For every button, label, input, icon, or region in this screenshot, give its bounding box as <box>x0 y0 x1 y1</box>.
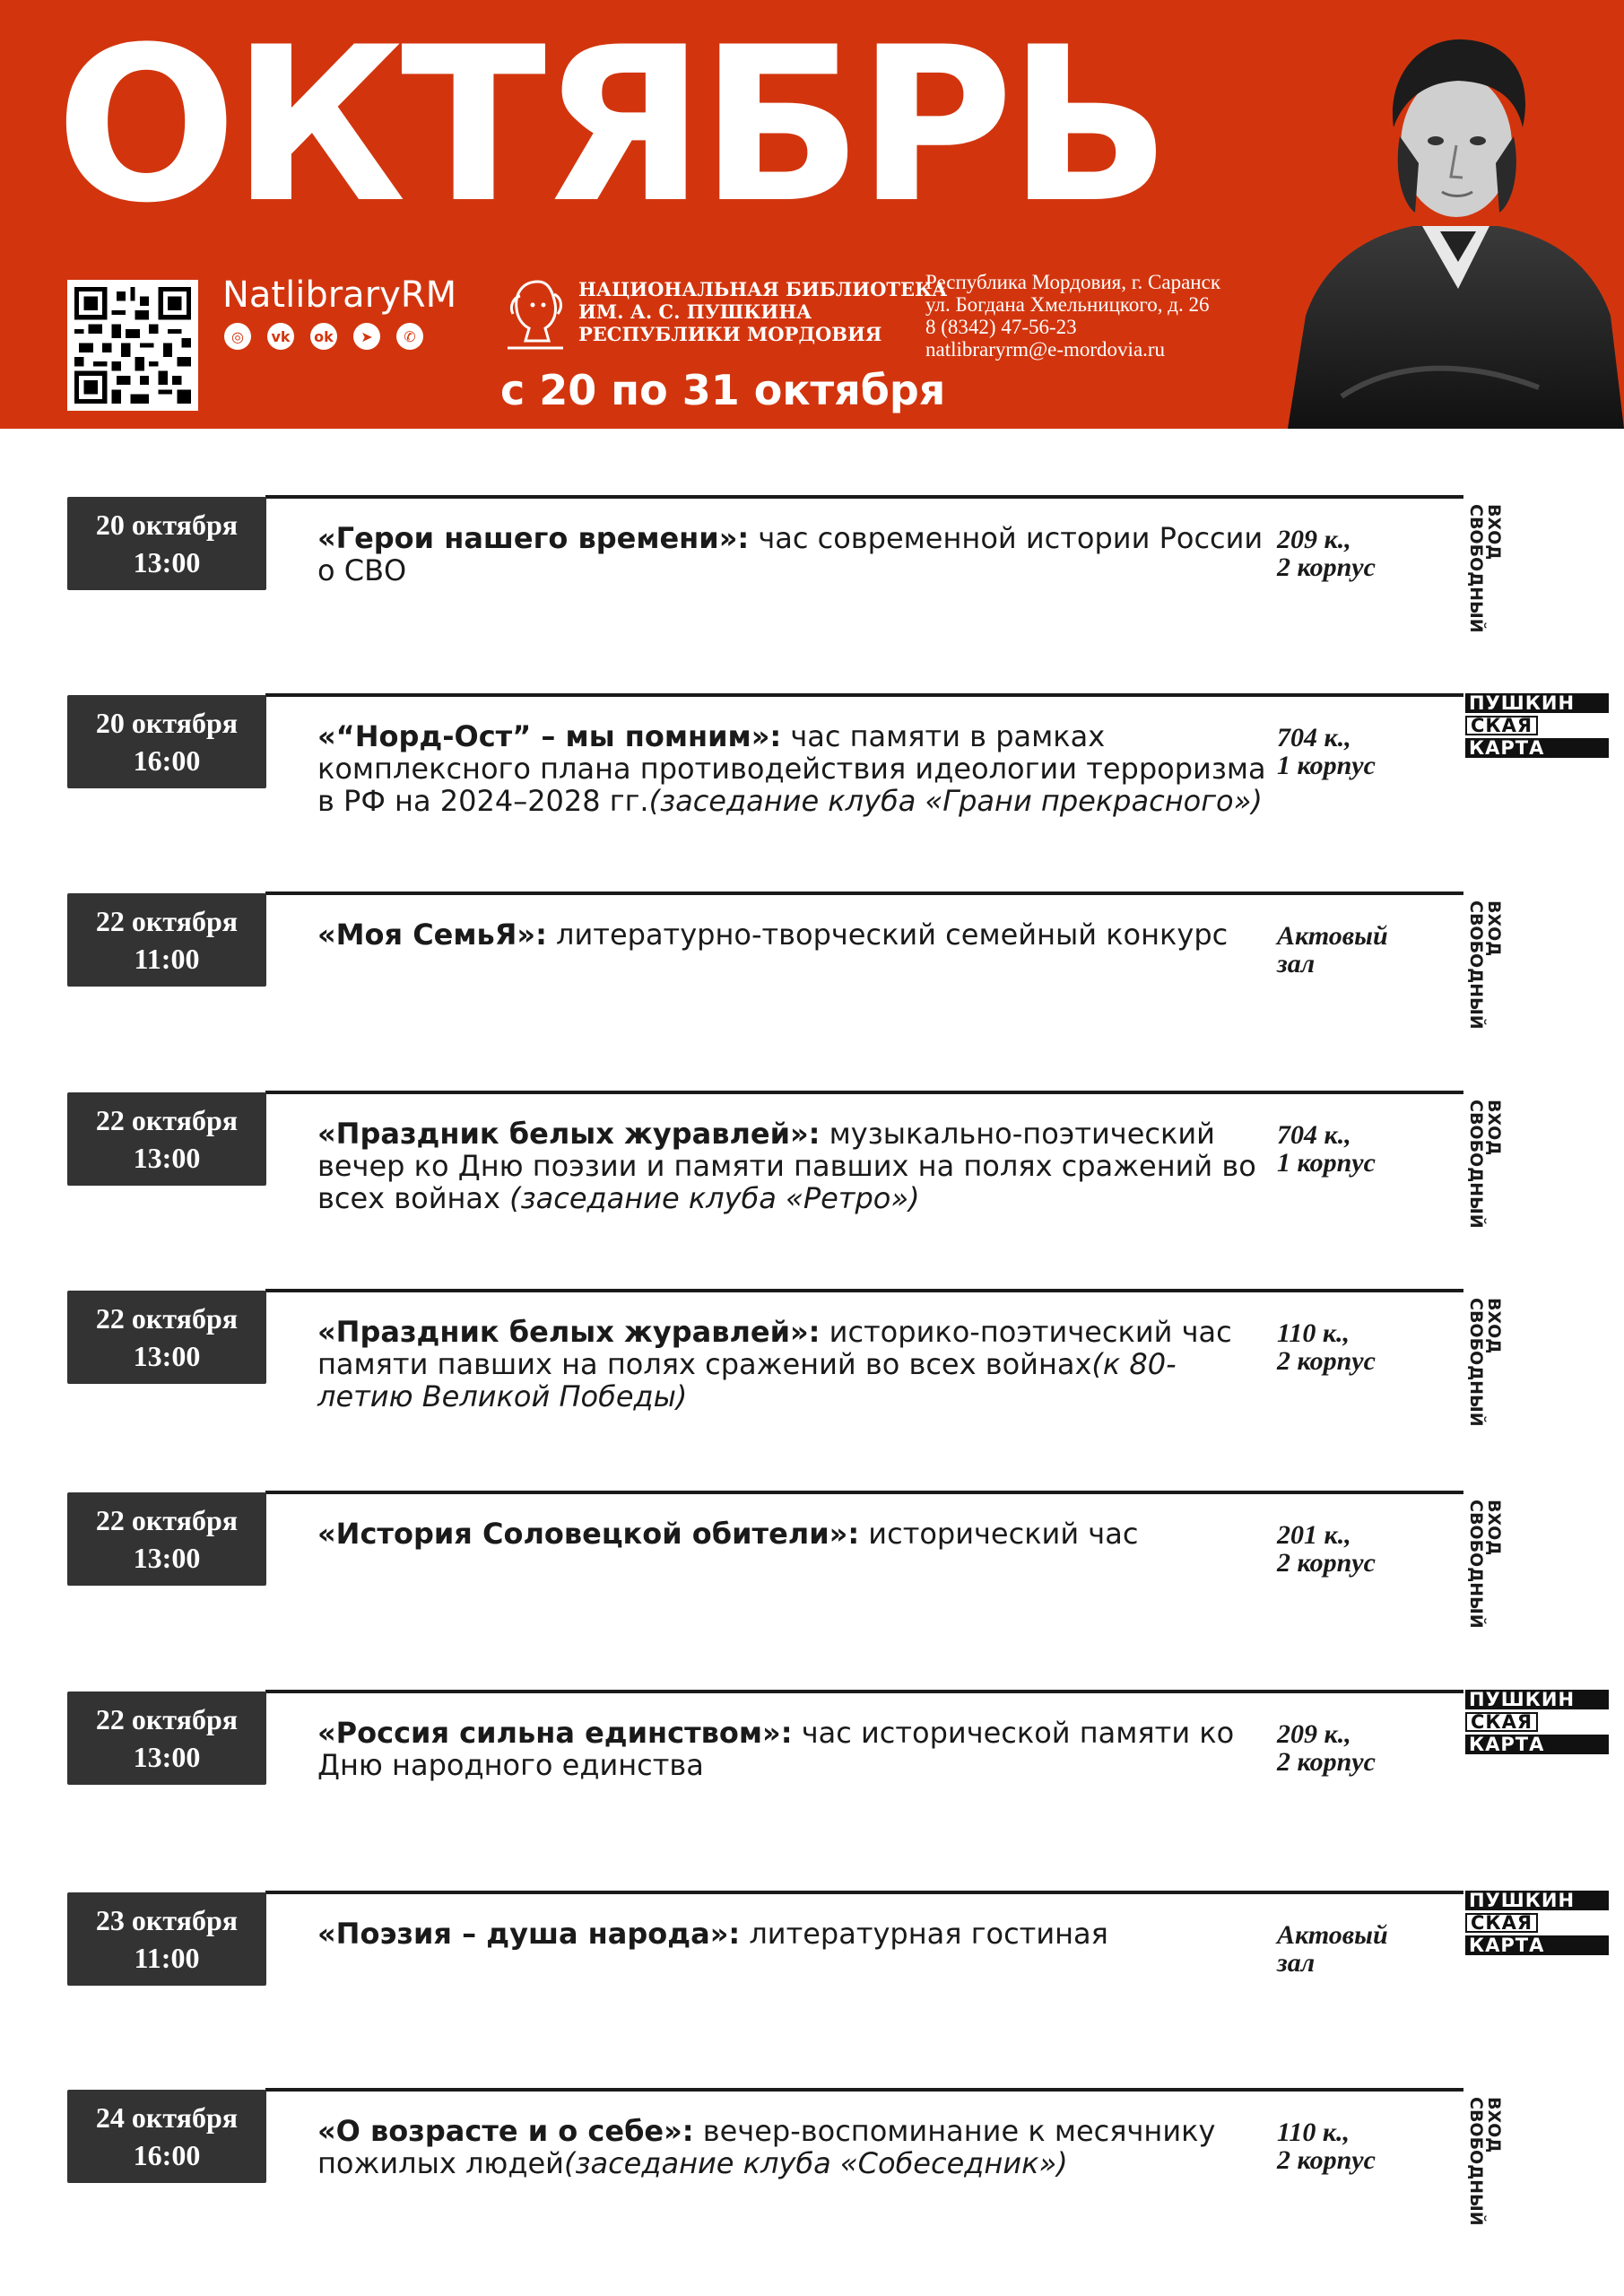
event-location <box>1277 1720 1438 1776</box>
event-date-box <box>67 1492 266 1586</box>
event-description <box>317 522 1268 587</box>
row-divider <box>265 693 1463 697</box>
event-location-building: 2 корпус <box>1277 552 1376 582</box>
social-handle: NatlibraryRM <box>222 274 457 316</box>
event-description <box>317 720 1268 817</box>
pushkin-card-line: КАРТА <box>1465 1735 1609 1754</box>
row-divider <box>265 1690 1463 1693</box>
event-date-box <box>67 893 266 987</box>
free-entry-text <box>1467 1298 1503 1432</box>
library-name-line: НАЦИОНАЛЬНАЯ БИБЛИОТЕКА <box>578 278 948 300</box>
event-date-box <box>67 1892 266 1986</box>
free-entry-line: СВОБОДНЫЙ <box>1466 1500 1486 1629</box>
row-divider <box>265 891 1463 895</box>
event-description <box>317 1717 1268 1781</box>
event-note: (к 80-летию Великой Победы) <box>317 1347 1177 1413</box>
event-time: 13:00 <box>133 1741 201 1773</box>
event-title: «История Соловецкой обители»: <box>317 1517 860 1551</box>
month-title: ОКТЯБРЬ <box>56 2 1166 250</box>
event-location-room: 704 к., <box>1277 723 1351 752</box>
event-title: «Герои нашего времени»: <box>317 521 750 555</box>
event-text: час исторической памяти ко Дню народного единства <box>317 1716 1235 1782</box>
pushkin-card-badge <box>1465 1891 1609 1958</box>
date-range: с 20 по 31 октября <box>500 366 946 414</box>
free-entry-line: ВХОД <box>1484 1298 1504 1354</box>
pushkin-card-line: СКАЯ <box>1465 1712 1538 1732</box>
row-divider <box>265 495 1463 499</box>
event-title: «Россия сильна единством»: <box>317 1716 793 1750</box>
event-row <box>0 1289 1624 1468</box>
event-description <box>317 1316 1268 1413</box>
event-date: 22 октября <box>95 1703 239 1735</box>
event-description <box>317 1118 1268 1214</box>
event-text: час памяти в рамках комплексного плана противодействия идеологии терроризма в РФ на 2024–2028 гг. <box>317 719 1266 818</box>
pushkin-portrait <box>1288 20 1624 429</box>
event-time: 16:00 <box>133 2139 201 2171</box>
free-entry-badge <box>1467 1298 1503 1432</box>
event-location-building: зал <box>1277 949 1316 978</box>
pushkin-card-line: СКАЯ <box>1465 716 1538 735</box>
event-location-building: 2 корпус <box>1277 1346 1376 1376</box>
contact-email[interactable]: natlibraryrm@e-mordovia.ru <box>925 338 1166 361</box>
event-date-box <box>67 1291 266 1384</box>
free-entry-line: СВОБОДНЫЙ <box>1466 2097 1486 2226</box>
event-title: «Поэзия – душа народа»: <box>317 1917 741 1951</box>
free-entry-text <box>1467 900 1503 1035</box>
event-location <box>1277 1319 1438 1375</box>
event-row <box>0 1491 1624 1670</box>
free-entry-badge <box>1467 504 1503 639</box>
event-text: музыкально-поэтический вечер ко Дню поэзии и памяти павших на полях сражений во всех войнах <box>317 1117 1256 1215</box>
qr-code[interactable] <box>67 280 198 411</box>
event-row <box>0 495 1624 674</box>
free-entry-line: ВХОД <box>1484 2097 1504 2153</box>
library-name-line: ИМ. А. С. ПУШКИНА <box>578 300 812 323</box>
event-row <box>0 1891 1624 2070</box>
odnoklassniki-icon[interactable]: ok <box>310 323 337 350</box>
pushkin-card-line: ПУШКИН <box>1465 1891 1609 1910</box>
contact-city: Республика Мордовия, г. Саранск <box>925 271 1220 293</box>
event-location-room: 209 к., <box>1277 525 1351 554</box>
event-date-box <box>67 2090 266 2183</box>
event-location-building: 2 корпус <box>1277 1747 1376 1777</box>
event-text: литературно-творческий семейный конкурс <box>546 918 1229 952</box>
pushkin-card-line: ПУШКИН <box>1465 693 1609 713</box>
event-location <box>1277 1121 1438 1177</box>
event-text: час современной истории России о СВО <box>317 521 1264 587</box>
event-description <box>317 1518 1268 1550</box>
event-text: литературная гостиная <box>740 1917 1108 1951</box>
event-date: 22 октября <box>95 1504 239 1536</box>
pushkin-card-line: КАРТА <box>1465 1935 1609 1955</box>
free-entry-badge <box>1467 1100 1503 1234</box>
event-date-box <box>67 695 266 788</box>
free-entry-text <box>1467 2097 1503 2231</box>
contact-street: ул. Богдана Хмельницкого, д. 26 <box>925 293 1210 316</box>
pushkin-card-line: СКАЯ <box>1465 1913 1538 1933</box>
event-date-box <box>67 1692 266 1785</box>
event-location-building: зал <box>1277 1948 1316 1978</box>
event-location-room: 201 к., <box>1277 1520 1351 1550</box>
free-entry-text <box>1467 1100 1503 1234</box>
free-entry-line: СВОБОДНЫЙ <box>1466 504 1486 633</box>
pushkin-card-badge <box>1465 1690 1609 1757</box>
row-divider <box>265 1891 1463 1894</box>
event-text: вечер-воспоминание к месячнику пожилых людей <box>317 2114 1216 2180</box>
event-date: 23 октября <box>95 1904 239 1936</box>
event-row <box>0 891 1624 1071</box>
event-note: (заседание клуба «Собеседник») <box>563 2146 1068 2180</box>
row-divider <box>265 2088 1463 2092</box>
event-text: исторический час <box>859 1517 1139 1551</box>
event-date: 20 октября <box>95 707 239 739</box>
event-time: 13:00 <box>133 546 201 578</box>
free-entry-line: СВОБОДНЫЙ <box>1466 1298 1486 1427</box>
event-location <box>1277 724 1438 779</box>
free-entry-badge <box>1467 2097 1503 2231</box>
event-time: 13:00 <box>133 1340 201 1372</box>
event-location-building: 1 корпус <box>1277 1148 1376 1178</box>
pushkin-card-badge <box>1465 693 1609 761</box>
event-row <box>0 693 1624 873</box>
web-icon[interactable]: ◎ <box>224 323 251 350</box>
event-date: 20 октября <box>95 509 239 541</box>
header-banner <box>0 0 1624 429</box>
free-entry-line: СВОБОДНЫЙ <box>1466 900 1486 1030</box>
contact-phone[interactable]: 8 (8342) 47-56-23 <box>925 316 1077 338</box>
event-description <box>317 1918 1268 1950</box>
event-date: 22 октября <box>95 1104 239 1136</box>
event-text: историко-поэтический час памяти павших на полях сражений во всех войнах <box>317 1315 1232 1381</box>
event-location <box>1277 922 1438 978</box>
vk-icon[interactable]: vk <box>267 323 294 350</box>
event-location-room: 110 к., <box>1277 1318 1350 1348</box>
event-location-room: Актовый <box>1277 1920 1388 1950</box>
social-icons <box>224 323 423 350</box>
event-title: «О возрасте и о себе»: <box>317 2114 694 2148</box>
event-time: 13:00 <box>133 1142 201 1174</box>
event-title: «“Норд-Ост” – мы помним»: <box>317 719 782 753</box>
free-entry-line: ВХОД <box>1484 1500 1504 1556</box>
event-note: (заседание клуба «Грани прекрасного») <box>648 784 1263 818</box>
free-entry-line: ВХОД <box>1484 1100 1504 1156</box>
qr-code-icon <box>74 287 191 404</box>
event-location <box>1277 2118 1438 2174</box>
event-location-room: 209 к., <box>1277 1719 1351 1749</box>
free-entry-line: ВХОД <box>1484 900 1504 957</box>
event-location-room: 110 к., <box>1277 2118 1350 2147</box>
row-divider <box>265 1289 1463 1292</box>
contacts <box>925 271 1220 361</box>
pushkin-emblem-icon <box>502 274 569 350</box>
event-location <box>1277 1921 1438 1977</box>
free-entry-badge <box>1467 1500 1503 1634</box>
event-row <box>0 1091 1624 1270</box>
viber-icon[interactable]: ✆ <box>396 323 423 350</box>
free-entry-badge <box>1467 900 1503 1035</box>
pushkin-card-line: ПУШКИН <box>1465 1690 1609 1709</box>
event-time: 11:00 <box>134 943 200 975</box>
event-location <box>1277 1521 1438 1577</box>
event-note: (заседание клуба «Ретро») <box>509 1181 920 1215</box>
event-time: 11:00 <box>134 1942 200 1974</box>
event-location-room: 704 к., <box>1277 1120 1351 1150</box>
event-description <box>317 2115 1268 2179</box>
row-divider <box>265 1091 1463 1094</box>
event-time: 13:00 <box>133 1542 201 1574</box>
event-location-building: 2 корпус <box>1277 2145 1376 2175</box>
event-date: 22 октября <box>95 1302 239 1335</box>
event-row <box>0 2088 1624 2267</box>
free-entry-text <box>1467 504 1503 639</box>
pushkin-card-line: КАРТА <box>1465 738 1609 758</box>
library-name <box>578 278 947 345</box>
free-entry-text <box>1467 1500 1503 1634</box>
free-entry-line: ВХОД <box>1484 504 1504 561</box>
event-time: 16:00 <box>133 744 201 777</box>
row-divider <box>265 1491 1463 1494</box>
event-date-box <box>67 1092 266 1186</box>
event-location-building: 1 корпус <box>1277 751 1376 780</box>
event-title: «Праздник белых журавлей»: <box>317 1117 821 1151</box>
event-description <box>317 918 1268 951</box>
event-location <box>1277 526 1438 581</box>
event-date-box <box>67 497 266 590</box>
free-entry-line: СВОБОДНЫЙ <box>1466 1100 1486 1229</box>
event-title: «Праздник белых журавлей»: <box>317 1315 821 1349</box>
telegram-icon[interactable]: ➤ <box>353 323 380 350</box>
library-name-line: РЕСПУБЛИКИ МОРДОВИЯ <box>578 323 882 345</box>
event-location-room: Актовый <box>1277 921 1388 951</box>
event-title: «Моя СемьЯ»: <box>317 918 547 952</box>
event-location-building: 2 корпус <box>1277 1548 1376 1578</box>
event-date: 22 октября <box>95 905 239 937</box>
event-row <box>0 1690 1624 1869</box>
event-date: 24 октября <box>95 2101 239 2134</box>
